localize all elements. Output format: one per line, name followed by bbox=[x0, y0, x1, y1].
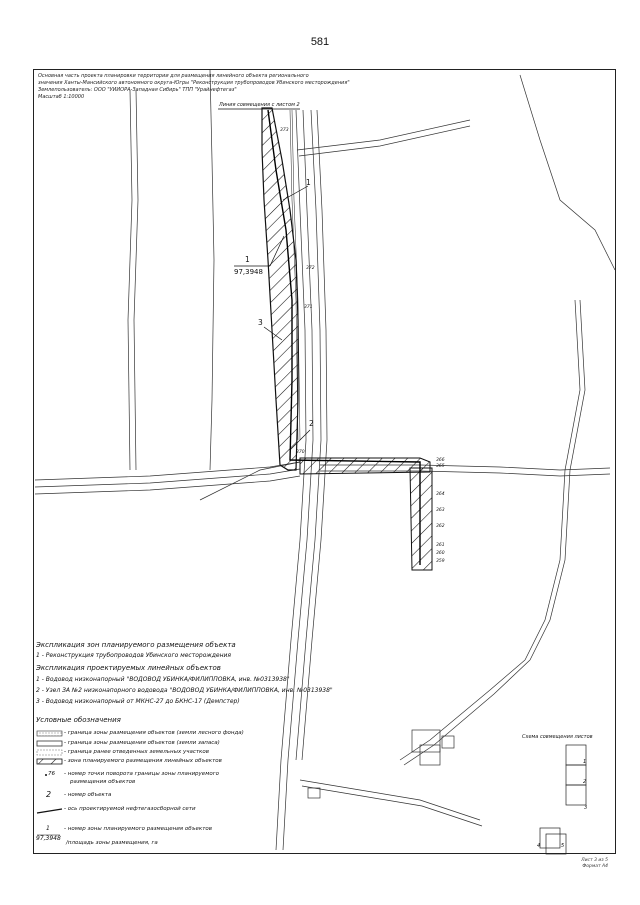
point-label: 370 bbox=[296, 450, 305, 455]
footer-format: Формат А4 bbox=[582, 864, 608, 869]
point-label: 366 bbox=[436, 458, 445, 463]
header-line-3: Землепользователь: ООО "УИИОРА-Западная Сибирь" ТПП "Урайнефтегаз" bbox=[38, 87, 237, 93]
scheme-sheet-5: 5 bbox=[561, 843, 565, 849]
point-label: 372 bbox=[306, 266, 315, 271]
legend-row-forest-boundary: - граница зоны размещения объектов (земли лесного фонда) bbox=[64, 730, 244, 736]
planned-zone-north-south bbox=[262, 108, 298, 470]
legend-row-allotted-plots: - граница ранее отведенных земельных участков bbox=[64, 749, 209, 755]
planned-zone-south bbox=[410, 468, 432, 570]
point-label: 359 bbox=[436, 559, 445, 564]
explication-objects-title: Экспликация проектируемых линейных объектов bbox=[36, 664, 221, 672]
legend-zone-num: 1 bbox=[46, 825, 50, 832]
scheme-sheet-4: 4 bbox=[537, 843, 541, 849]
legend-row-axis: - ось проектируемой нефтегазосборной сети bbox=[64, 806, 196, 812]
footer-sheet: Лист 3 из 5 bbox=[581, 858, 608, 863]
explication-objects-item-3: 3 - Водовод низконапорный от МКНС-27 до БКНС-17 (Демпстер) bbox=[36, 698, 240, 705]
header-line-1: Основная часть проекта планировки территории для размещения линейного объекта регионального bbox=[38, 73, 309, 79]
legend-row-reserve-boundary: - граница зоны размещения объектов (земли запаса) bbox=[64, 740, 220, 746]
legend-row-object-number: - номер объекта bbox=[64, 792, 112, 798]
page-number: 581 bbox=[310, 36, 330, 48]
legend-swatches bbox=[37, 731, 62, 835]
point-label: 364 bbox=[436, 492, 445, 497]
land-plots bbox=[308, 730, 454, 798]
match-line-label: Линия совмещения с листом 2 bbox=[219, 102, 300, 108]
legend-row-planned-zone: - зона планируемого размещения линейных объектов bbox=[64, 758, 222, 764]
legend-title: Условные обозначения bbox=[36, 716, 121, 724]
object-3-label: 3 bbox=[258, 318, 263, 327]
explication-objects-item-2: 2 - Узел ЗА №2 низконапорного водовода "ВОДОВОД УБИНКА/ФИЛИППОВКА, инв. №0313938" bbox=[36, 687, 333, 694]
point-label: 365 bbox=[436, 464, 445, 469]
point-label: 373 bbox=[280, 128, 289, 133]
point-label: 371 bbox=[304, 305, 313, 310]
point-label: 363 bbox=[436, 508, 445, 513]
explication-zones-title: Экспликация зон планируемого размещения объекта bbox=[36, 641, 236, 649]
scheme-sheet-3: 3 bbox=[584, 805, 588, 811]
legend-object-mark: 2 bbox=[46, 790, 52, 799]
explication-zones-item-1: 1 - Реконструкция трубопроводов Убинского месторождения bbox=[36, 652, 232, 659]
header-scale: Масштаб 1:10000 bbox=[38, 94, 85, 100]
scheme-sheet-2: 2 bbox=[583, 779, 587, 785]
explication-objects-item-1: 1 - Водовод низконапорный "ВОДОВОД УБИНКА/ФИЛИППОВКА, инв. №0313938" bbox=[36, 676, 290, 683]
legend-zone-area: 97,3948 bbox=[36, 835, 61, 842]
point-label: 362 bbox=[436, 524, 445, 529]
legend-row-turn-point-cont: размещения объектов bbox=[70, 779, 136, 785]
sheet-layout-scheme bbox=[540, 745, 586, 854]
header-line-2: значения Ханты-Мансийского автономного округа-Югры "Реконструкция трубопроводов Убинского месторождения" bbox=[38, 80, 350, 86]
object-2-label: 2 bbox=[309, 419, 314, 428]
point-label: 361 bbox=[436, 543, 445, 548]
legend-row-zone-area: /площадь зоны размещения, га bbox=[66, 840, 158, 846]
legend-point-mark: 76 bbox=[48, 771, 55, 777]
object-1-label: 1 bbox=[306, 178, 311, 187]
legend-row-zone-number: - номер зоны планируемого размещения объектов bbox=[64, 826, 213, 832]
legend-row-turn-point: - номер точки поворота границы зоны планируемого bbox=[64, 771, 219, 777]
scheme-title: Схема совмещения листов bbox=[522, 734, 593, 740]
zone-area-number: 1 bbox=[245, 255, 250, 264]
scheme-sheet-1: 1 bbox=[583, 759, 587, 765]
zone-area-value: 97,3948 bbox=[234, 268, 263, 276]
point-label: 360 bbox=[436, 551, 445, 556]
